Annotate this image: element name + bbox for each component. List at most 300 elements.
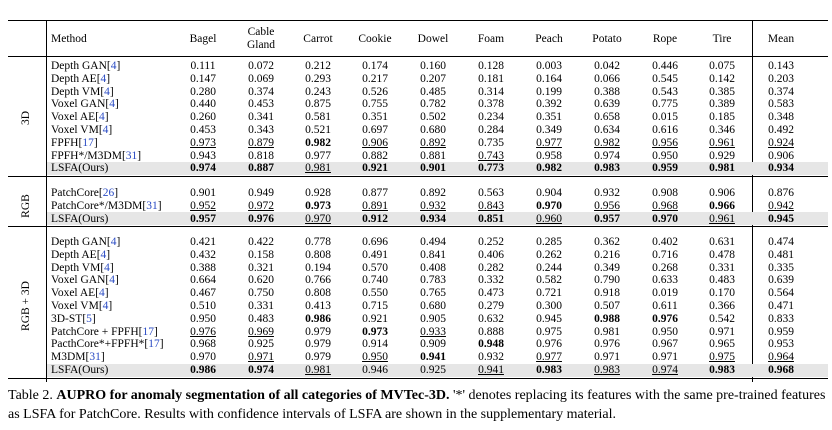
table-cell: 0.981 <box>594 325 620 338</box>
table-cell: 0.924 <box>768 136 794 149</box>
table-cell: 0.351 <box>362 111 388 124</box>
header-foam: Foam <box>477 33 505 45</box>
method-name: Depth VM[4] <box>51 85 114 98</box>
table-cell: 0.300 <box>536 300 562 312</box>
citation-link[interactable]: 4 <box>100 248 107 261</box>
citation-link[interactable]: 4 <box>99 111 105 124</box>
table-cell: 0.502 <box>420 111 446 124</box>
table-cell: 0.321 <box>248 261 274 274</box>
method-name: Depth VM[4] <box>51 261 114 274</box>
table-cell: 0.879 <box>248 136 274 149</box>
table-cell: 0.833 <box>768 312 794 325</box>
top-rule <box>8 20 828 21</box>
table-cell: 0.906 <box>709 187 735 199</box>
group-label-rgb-3d: RGB + 3D <box>20 281 32 332</box>
table-cell: 0.970 <box>190 351 216 364</box>
table-cell: 0.975 <box>709 351 735 364</box>
table-cell: 0.268 <box>652 261 678 274</box>
group-label-3d: 3D <box>20 110 32 125</box>
table-cell: 0.790 <box>594 274 620 287</box>
table-cell: 0.971 <box>709 325 735 338</box>
table-cell: 0.877 <box>362 187 388 199</box>
table-cell: 0.970 <box>536 199 562 212</box>
table-cell: 0.332 <box>478 274 504 287</box>
table-cell: 0.331 <box>248 300 274 312</box>
table-cell: 0.950 <box>652 149 678 162</box>
table-cell: 0.740 <box>362 274 388 287</box>
caption-title: AUPRO for anomaly segmentation of all categories of MVTec-3D. <box>56 388 450 403</box>
table-cell: 0.952 <box>190 199 216 212</box>
group-rule <box>8 176 828 177</box>
header-tire: Tire <box>712 33 732 45</box>
table-cell: 0.892 <box>420 136 446 149</box>
table-cell: 0.019 <box>652 287 678 300</box>
table-cell: 0.964 <box>768 351 794 364</box>
table-cell: 0.473 <box>478 287 504 300</box>
table-cell: 0.408 <box>420 261 446 274</box>
method-name: PatchCore + FPFH[17] <box>51 325 158 338</box>
table-cell: 0.970 <box>305 212 331 225</box>
table-cell: 0.421 <box>190 236 216 248</box>
table-cell: 0.639 <box>594 98 620 111</box>
table-cell: 0.478 <box>709 248 735 261</box>
table-cell: 0.969 <box>248 325 274 338</box>
table-cell: 0.389 <box>709 98 735 111</box>
table-cell: 0.413 <box>305 300 331 312</box>
table-cell: 0.960 <box>536 212 562 225</box>
table-cell: 0.986 <box>190 364 216 376</box>
table-cell: 0.111 <box>190 60 216 72</box>
table-cell: 0.948 <box>478 338 504 351</box>
table-cell: 0.346 <box>709 124 735 136</box>
citation-link[interactable]: 4 <box>104 85 110 98</box>
method-name: M3DM[31] <box>51 351 105 364</box>
table-cell: 0.755 <box>362 98 388 111</box>
table-cell: 0.715 <box>362 300 388 312</box>
table-cell: 0.843 <box>478 199 504 212</box>
table-cell: 0.440 <box>190 98 216 111</box>
table-cell: 0.983 <box>594 364 620 376</box>
table-cell: 0.491 <box>362 248 388 261</box>
table-cell: 0.882 <box>362 149 388 162</box>
table-cell: 0.970 <box>652 212 678 225</box>
method-name: PatchCore*/M3DM[31] <box>51 199 162 212</box>
table-cell: 0.680 <box>420 124 446 136</box>
table-cell: 0.932 <box>594 187 620 199</box>
table-cell: 0.973 <box>305 199 331 212</box>
table-cell: 0.341 <box>248 111 274 124</box>
table-cell: 0.982 <box>536 162 562 175</box>
table-cell: 0.976 <box>190 325 216 338</box>
table-cell: 0.979 <box>305 325 331 338</box>
table-cell: 0.378 <box>478 98 504 111</box>
table-cell: 0.385 <box>709 85 735 98</box>
table-cell: 0.974 <box>248 364 274 376</box>
table-cell: 0.611 <box>652 300 678 312</box>
citation-link[interactable]: 4 <box>99 287 105 300</box>
method-name: PatchCore[26] <box>51 187 119 199</box>
table-cell: 0.921 <box>362 312 388 325</box>
vline-method <box>46 21 47 382</box>
table-cell: 0.128 <box>478 60 504 72</box>
table-cell: 0.343 <box>248 124 274 136</box>
table-cell: 0.941 <box>478 364 504 376</box>
header-method: Method <box>51 33 87 45</box>
table-cell: 0.388 <box>594 85 620 98</box>
table-cell: 0.778 <box>305 236 331 248</box>
table-cell: 0.904 <box>536 187 562 199</box>
table-cell: 0.143 <box>768 60 794 72</box>
table-cell: 0.891 <box>362 199 388 212</box>
table-cell: 0.349 <box>536 124 562 136</box>
table-cell: 0.160 <box>420 60 446 72</box>
table-cell: 0.950 <box>190 312 216 325</box>
table-cell: 0.521 <box>305 124 331 136</box>
table-cell: 0.943 <box>190 149 216 162</box>
table-cell: 0.174 <box>362 60 388 72</box>
table-cell: 0.697 <box>362 124 388 136</box>
method-name: Voxel AE[4] <box>51 111 109 124</box>
table-cell: 0.066 <box>594 72 620 85</box>
table-cell: 0.279 <box>478 300 504 312</box>
table-cell: 0.485 <box>420 85 446 98</box>
table-cell: 0.783 <box>420 274 446 287</box>
caption-label: Table 2. <box>8 388 53 403</box>
group-rule <box>8 226 828 227</box>
table-cell: 0.976 <box>248 212 274 225</box>
table-cell: 0.975 <box>536 325 562 338</box>
table-cell: 0.976 <box>652 312 678 325</box>
table-cell: 0.422 <box>248 236 274 248</box>
method-name: Voxel VM[4] <box>51 300 113 312</box>
table-cell: 0.199 <box>536 85 562 98</box>
table-cell: 0.570 <box>362 261 388 274</box>
method-name: Voxel VM[4] <box>51 124 113 136</box>
table-cell: 0.950 <box>652 325 678 338</box>
table-cell: 0.968 <box>768 364 794 376</box>
table-cell: 0.765 <box>420 287 446 300</box>
table-cell: 0.260 <box>190 111 216 124</box>
citation-link[interactable]: 4 <box>110 236 117 248</box>
table-cell: 0.658 <box>594 111 620 124</box>
method-name: FPFH*/M3DM[31] <box>51 149 142 162</box>
header-peach: Peach <box>535 33 563 45</box>
table-cell: 0.909 <box>420 338 446 351</box>
citation-link[interactable]: 4 <box>102 124 109 136</box>
table-cell: 0.453 <box>248 98 274 111</box>
table-cell: 0.959 <box>652 162 678 175</box>
method-name: PacthCore*+FPFH*[17] <box>51 338 164 351</box>
table-cell: 0.616 <box>652 124 678 136</box>
method-name: 3D-ST[5] <box>51 312 96 325</box>
table-cell: 0.750 <box>248 287 274 300</box>
citation-link[interactable]: 17 <box>142 325 154 338</box>
table-cell: 0.015 <box>652 111 678 124</box>
table-cell: 0.582 <box>536 274 562 287</box>
table-cell: 0.362 <box>594 236 620 248</box>
method-name: Depth AE[4] <box>51 248 111 261</box>
table-cell: 0.976 <box>536 338 562 351</box>
table-cell: 0.851 <box>478 212 504 225</box>
table-cell: 0.314 <box>478 85 504 98</box>
table-cell: 0.957 <box>190 212 216 225</box>
table-cell: 0.808 <box>305 287 331 300</box>
table-cell: 0.841 <box>420 248 446 261</box>
table-cell: 0.634 <box>594 124 620 136</box>
table-cell: 0.280 <box>190 85 216 98</box>
method-name: LSFA(Ours) <box>51 212 109 225</box>
table-cell: 0.467 <box>190 287 216 300</box>
table-cell: 0.971 <box>652 351 678 364</box>
table-cell: 0.977 <box>536 136 562 149</box>
citation-link[interactable]: 4 <box>100 72 107 85</box>
method-name: Depth AE[4] <box>51 72 111 85</box>
table-cell: 0.147 <box>190 72 216 85</box>
table-cell: 0.912 <box>362 212 388 225</box>
table-cell: 0.471 <box>768 300 794 312</box>
method-name: FPFH[17] <box>51 136 98 149</box>
table-cell: 0.983 <box>594 162 620 175</box>
table-cell: 0.564 <box>768 287 794 300</box>
table-cell: 0.950 <box>362 351 388 364</box>
bottom-rule <box>8 378 828 379</box>
table-cell: 0.974 <box>594 149 620 162</box>
table-cell: 0.973 <box>362 325 388 338</box>
table-cell: 0.981 <box>305 364 331 376</box>
table-cell: 0.875 <box>305 98 331 111</box>
table-cell: 0.921 <box>362 162 388 175</box>
table-cell: 0.285 <box>536 236 562 248</box>
table-cell: 0.374 <box>248 85 274 98</box>
table-caption <box>8 386 830 424</box>
table-cell: 0.216 <box>594 248 620 261</box>
table-cell: 0.782 <box>420 98 446 111</box>
table-cell: 0.961 <box>709 212 735 225</box>
table-cell: 0.402 <box>652 236 678 248</box>
table-cell: 0.914 <box>362 338 388 351</box>
table-cell: 0.881 <box>420 149 446 162</box>
header-carrot: Carrot <box>303 33 333 45</box>
table-cell: 0.735 <box>478 136 504 149</box>
table-cell: 0.979 <box>305 338 331 351</box>
table-cell: 0.928 <box>305 187 331 199</box>
citation-link[interactable]: 31 <box>89 351 101 364</box>
table-cell: 0.965 <box>709 338 735 351</box>
method-name: Voxel AE[4] <box>51 287 109 300</box>
table-cell: 0.234 <box>478 111 504 124</box>
citation-link[interactable]: 31 <box>146 199 158 212</box>
table-cell: 0.958 <box>536 149 562 162</box>
table-cell: 0.887 <box>248 162 274 175</box>
table-cell: 0.696 <box>362 236 388 248</box>
table-cell: 0.158 <box>248 248 274 261</box>
group-label-rgb: RGB <box>20 194 32 219</box>
table-cell: 0.583 <box>768 98 794 111</box>
method-name: LSFA(Ours) <box>51 364 109 376</box>
table-cell: 0.982 <box>594 136 620 149</box>
table-cell: 0.492 <box>768 124 794 136</box>
table-cell: 0.349 <box>594 261 620 274</box>
table-cell: 0.941 <box>420 351 446 364</box>
table-cell: 0.982 <box>305 136 331 149</box>
table-cell: 0.406 <box>478 248 504 261</box>
table-cell: 0.217 <box>362 72 388 85</box>
citation-link[interactable]: 31 <box>125 149 138 162</box>
table-cell: 0.432 <box>190 248 216 261</box>
table-cell: 0.069 <box>248 72 274 85</box>
table-cell: 0.632 <box>478 312 504 325</box>
citation-link[interactable]: 4 <box>109 98 116 111</box>
method-name: Depth GAN[4] <box>51 236 121 248</box>
table-cell: 0.483 <box>248 312 274 325</box>
table-cell: 0.282 <box>478 261 504 274</box>
citation-link[interactable]: 17 <box>148 338 160 351</box>
table-cell: 0.181 <box>478 72 504 85</box>
table-cell: 0.876 <box>768 187 794 199</box>
table-cell: 0.142 <box>709 72 735 85</box>
table-cell: 0.968 <box>190 338 216 351</box>
table-cell: 0.388 <box>190 261 216 274</box>
table-cell: 0.808 <box>305 248 331 261</box>
table-cell: 0.888 <box>478 325 504 338</box>
table-cell: 0.474 <box>768 236 794 248</box>
table-cell: 0.716 <box>652 248 678 261</box>
table-cell: 0.620 <box>248 274 274 287</box>
table-cell: 0.775 <box>652 98 678 111</box>
table-cell: 0.974 <box>652 364 678 376</box>
table-cell: 0.957 <box>594 212 620 225</box>
citation-link[interactable]: 4 <box>109 274 116 287</box>
table-cell: 0.366 <box>709 300 735 312</box>
table-cell: 0.170 <box>709 287 735 300</box>
table-cell: 0.374 <box>768 85 794 98</box>
table-cell: 0.946 <box>362 364 388 376</box>
table-cell: 0.773 <box>478 162 504 175</box>
table-cell: 0.945 <box>768 212 794 225</box>
table-cell: 0.494 <box>420 236 446 248</box>
table-cell: 0.906 <box>768 149 794 162</box>
method-name: LSFA(Ours) <box>51 162 109 175</box>
table-cell: 0.932 <box>420 199 446 212</box>
table-cell: 0.743 <box>478 149 504 162</box>
table-cell: 0.348 <box>768 111 794 124</box>
table-cell: 0.550 <box>362 287 388 300</box>
table-cell: 0.988 <box>594 312 620 325</box>
method-name: Depth GAN[4] <box>51 60 121 72</box>
table-cell: 0.959 <box>768 325 794 338</box>
table-cell: 0.925 <box>420 364 446 376</box>
table-cell: 0.563 <box>478 187 504 199</box>
table-cell: 0.971 <box>594 351 620 364</box>
table-cell: 0.075 <box>709 60 735 72</box>
table-cell: 0.252 <box>478 236 504 248</box>
table-cell: 0.293 <box>305 72 331 85</box>
table-cell: 0.977 <box>305 149 331 162</box>
table-cell: 0.901 <box>420 162 446 175</box>
table-cell: 0.721 <box>536 287 562 300</box>
table-cell: 0.543 <box>652 85 678 98</box>
method-name: Voxel GAN[4] <box>51 98 119 111</box>
table-cell: 0.072 <box>248 60 274 72</box>
table-cell: 0.633 <box>652 274 678 287</box>
table-cell: 0.945 <box>536 312 562 325</box>
table-cell: 0.203 <box>768 72 794 85</box>
table-cell: 0.284 <box>478 124 504 136</box>
table-cell: 0.164 <box>536 72 562 85</box>
table-cell: 0.042 <box>594 60 620 72</box>
table-cell: 0.925 <box>248 338 274 351</box>
table-cell: 0.974 <box>190 162 216 175</box>
table-cell: 0.545 <box>652 72 678 85</box>
table-cell: 0.510 <box>190 300 216 312</box>
table-cell: 0.949 <box>248 187 274 199</box>
header-rule <box>8 56 828 57</box>
header-bagel: Bagel <box>189 33 217 45</box>
header-rope: Rope <box>652 33 678 45</box>
header-cable-gland: Cable Gland <box>246 26 276 51</box>
table-cell: 0.453 <box>190 124 216 136</box>
table-cell: 0.966 <box>709 199 735 212</box>
table-cell: 0.956 <box>652 136 678 149</box>
citation-link[interactable]: 4 <box>110 60 117 72</box>
table-cell: 0.973 <box>190 136 216 149</box>
header-potato: Potato <box>592 33 622 45</box>
table-cell: 0.967 <box>652 338 678 351</box>
citation-link[interactable]: 26 <box>102 187 115 199</box>
table-cell: 0.351 <box>536 111 562 124</box>
table-cell: 0.929 <box>709 149 735 162</box>
table-cell: 0.331 <box>709 261 735 274</box>
citation-link[interactable]: 4 <box>104 261 110 274</box>
table-cell: 0.335 <box>768 261 794 274</box>
table-cell: 0.262 <box>536 248 562 261</box>
table-cell: 0.905 <box>420 312 446 325</box>
table-cell: 0.981 <box>305 162 331 175</box>
citation-link[interactable]: 17 <box>82 136 94 149</box>
table-cell: 0.933 <box>420 325 446 338</box>
table-cell: 0.977 <box>536 351 562 364</box>
table-cell: 0.934 <box>768 162 794 175</box>
table-cell: 0.979 <box>305 351 331 364</box>
table-cell: 0.526 <box>362 85 388 98</box>
table-cell: 0.942 <box>768 199 794 212</box>
table-cell: 0.971 <box>248 351 274 364</box>
table-cell: 0.483 <box>709 274 735 287</box>
table-cell: 0.003 <box>536 60 562 72</box>
table-cell: 0.932 <box>478 351 504 364</box>
table-cell: 0.446 <box>652 60 678 72</box>
table-cell: 0.976 <box>594 338 620 351</box>
header-mean: Mean <box>767 33 795 45</box>
citation-link[interactable]: 5 <box>86 312 92 325</box>
table-cell: 0.244 <box>536 261 562 274</box>
table-cell: 0.972 <box>248 199 274 212</box>
citation-link[interactable]: 4 <box>102 300 109 312</box>
table-cell: 0.918 <box>594 287 620 300</box>
table-cell: 0.631 <box>709 236 735 248</box>
table-cell: 0.986 <box>305 312 331 325</box>
table-cell: 0.934 <box>420 212 446 225</box>
table-cell: 0.983 <box>709 364 735 376</box>
method-name: Voxel GAN[4] <box>51 274 119 287</box>
table-cell: 0.906 <box>362 136 388 149</box>
table-cell: 0.901 <box>190 187 216 199</box>
table-cell: 0.961 <box>709 136 735 149</box>
table-cell: 0.194 <box>305 261 331 274</box>
table-cell: 0.766 <box>305 274 331 287</box>
table-cell: 0.953 <box>768 338 794 351</box>
table-cell: 0.892 <box>420 187 446 199</box>
